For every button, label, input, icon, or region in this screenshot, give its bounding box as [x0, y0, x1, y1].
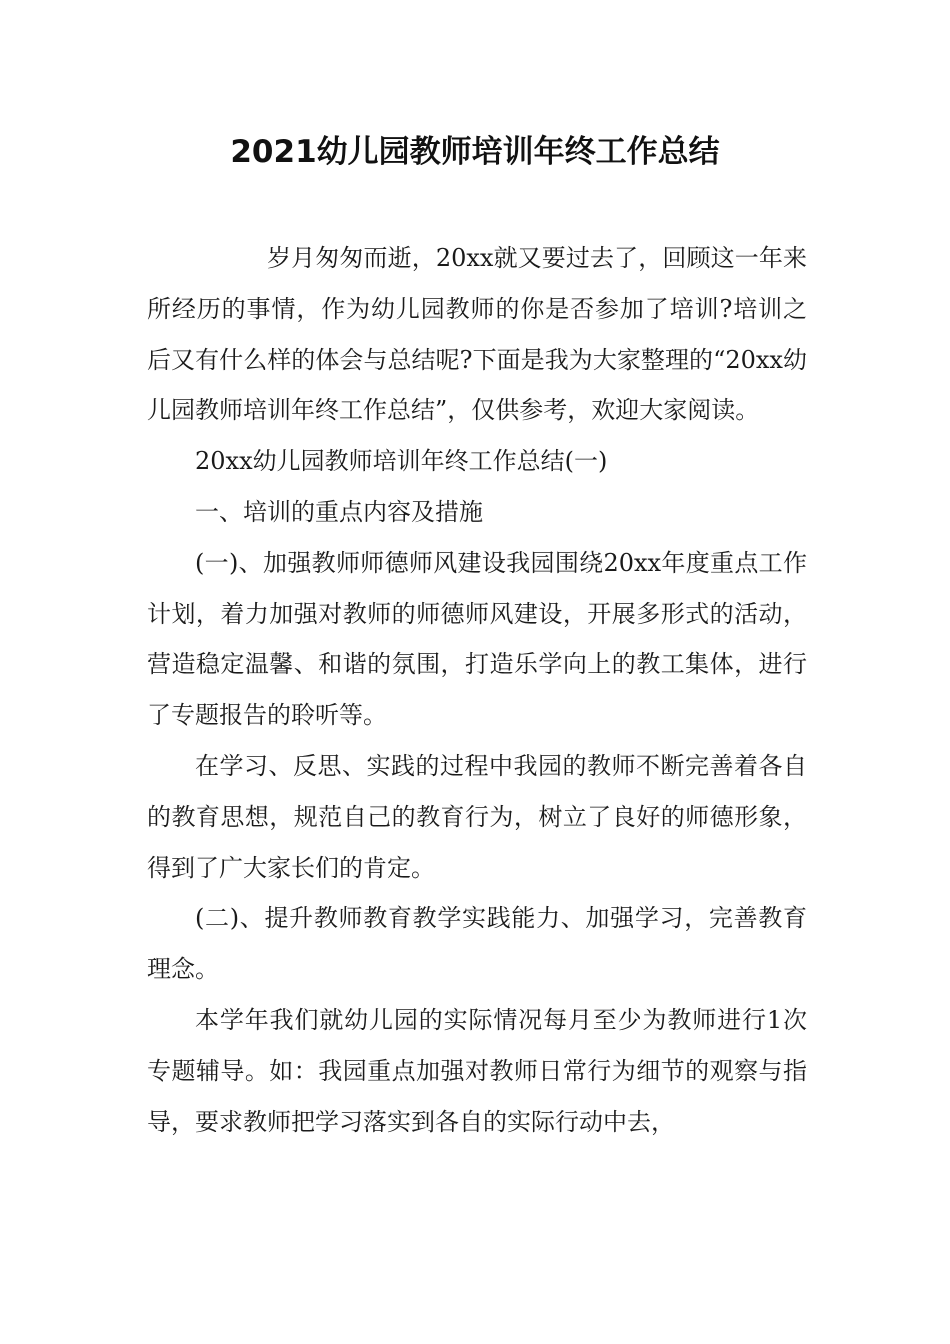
- intro-paragraph: 岁月匆匆而逝，20xx就又要过去了，回顾这一年来所经历的事情，作为幼儿园教师的你是否参加了培训?培训之后又有什么样的体会与总结呢?下面是我为大家整理的“20xx幼儿园教师培训年终工作总结”，仅供参考，欢迎大家阅读。: [147, 244, 807, 425]
- body-paragraph: 在学习、反思、实践的过程中我园的教师不断完善着各自的教育思想，规范自己的教育行为，树立了良好的师德形象，得到了广大家长们的肯定。: [147, 751, 807, 882]
- subsection-heading: 一、培训的重点内容及措施: [195, 497, 483, 526]
- body-paragraph: (二)、提升教师教育教学实践能力、加强学习，完善教育理念。: [147, 904, 807, 984]
- body-paragraph: (一)、加强教师师德师风建设我园围绕20xx年度重点工作计划，着力加强对教师的师德师风建设，开展多形式的活动，营造稳定温馨、和谐的氛围，打造乐学向上的教工集体，进行了专题报告的聆听等。: [147, 548, 807, 730]
- document-body: [147, 233, 807, 1147]
- section-heading: 20xx幼儿园教师培训年终工作总结(一): [195, 447, 608, 476]
- body-paragraph: 本学年我们就幼儿园的实际情况每月至少为教师进行1次专题辅导。如：我园重点加强对教师日常行为细节的观察与指导，要求教师把学习落实到各自的实际行动中去，: [147, 1005, 807, 1136]
- document-title: 2021幼儿园教师培训年终工作总结: [230, 134, 720, 170]
